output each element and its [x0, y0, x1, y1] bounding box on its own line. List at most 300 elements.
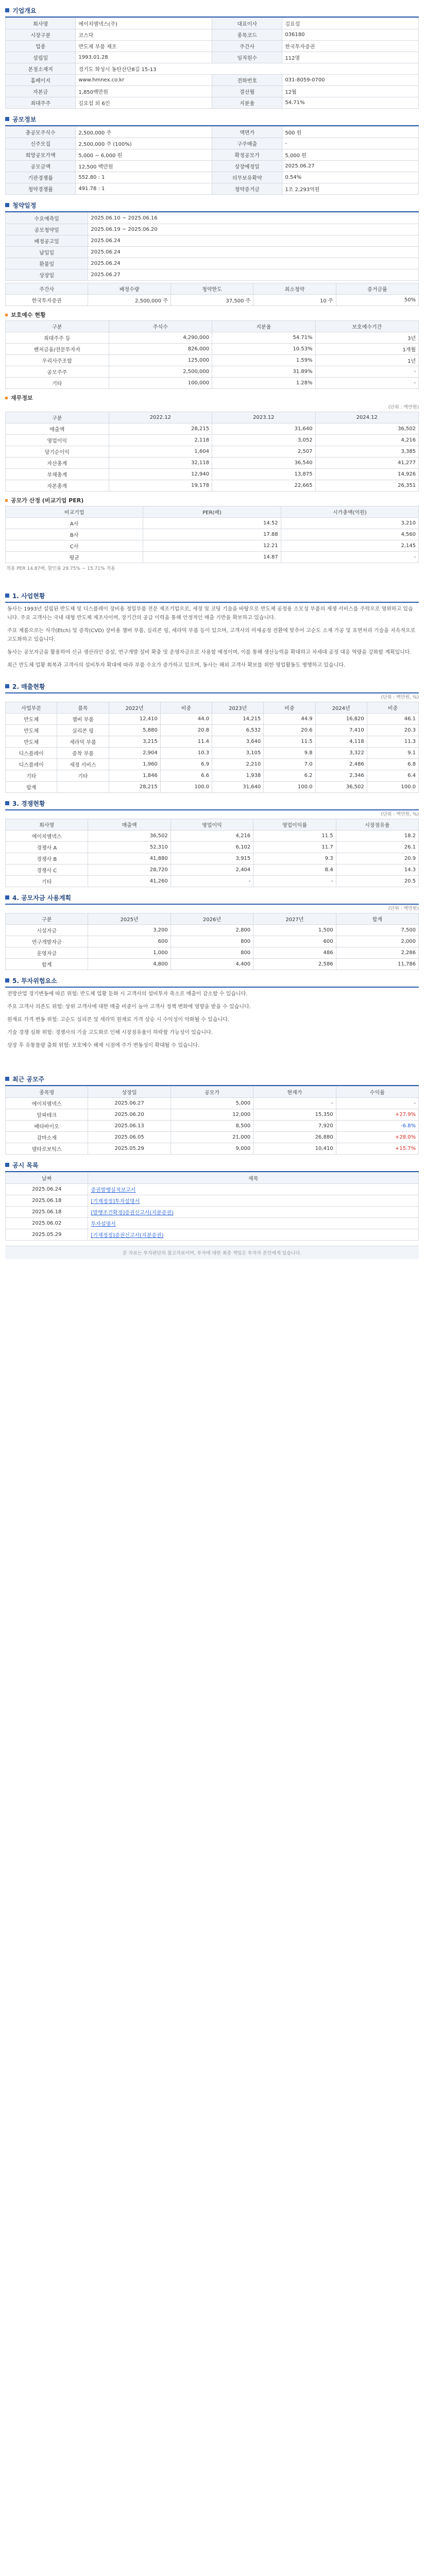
cell-value: 600 [88, 936, 171, 947]
cell-value: 18.2 [336, 831, 418, 842]
cell-value: - [253, 876, 336, 887]
schedule-value: 2025.06.10 ~ 2025.06.16 [88, 213, 419, 224]
row-label: 기타 [6, 770, 57, 782]
cell-value: 3,915 [171, 853, 253, 865]
business-section-title: 1. 사업현황 [5, 589, 419, 603]
cell-value: 9.3 [253, 853, 336, 865]
col-header: 제목 [88, 1173, 419, 1184]
row-label: 기타 [6, 876, 88, 887]
row-label: 2025.06.18 [6, 1207, 88, 1218]
info-label: 전화번호 [212, 75, 282, 86]
col-header: 2026년 [171, 913, 253, 925]
info-label: 구주매출 [212, 138, 282, 149]
table-row [6, 1109, 419, 1121]
info-label: 홈페이지 [6, 75, 76, 86]
cell-value: 3,200 [88, 925, 171, 936]
notice-link[interactable]: 증권발행실적보고서 [88, 1184, 419, 1195]
info-value: 500 원 [282, 127, 419, 138]
risk-item: 상장 후 유통물량 출회 위험: 보호예수 해제 시점에 주가 변동성이 확대될 수 있습니다. [7, 1043, 200, 1048]
section-marker-icon [5, 8, 9, 12]
cell-value: 11.3 [367, 736, 418, 748]
cell-value: 17.88 [143, 529, 281, 540]
info-value: 김요섭 [282, 18, 419, 29]
cell-value: 10.3 [160, 748, 212, 759]
info-value: 0.54% [282, 172, 419, 183]
info-value: 12,500 백만원 [76, 161, 212, 172]
info-value: 112명 [282, 52, 419, 63]
cell-value: 7,410 [315, 725, 367, 736]
schedule-label: 납입일 [6, 247, 88, 258]
cell-value: 4,290,000 [109, 332, 212, 344]
info-value: 54.71% [282, 97, 419, 109]
info-value: 491.78 : 1 [76, 183, 212, 195]
info-label: 종목코드 [212, 29, 282, 41]
info-value: 한국투자증권 [282, 41, 419, 52]
header-row [6, 913, 419, 925]
row-label: 디스플레이 [6, 759, 57, 770]
info-value: 1993.01.28 [76, 52, 212, 63]
info-value: 5,000 ~ 6,000 원 [76, 149, 212, 161]
schedule-section-title: 청약일정 [5, 199, 419, 212]
cell-value: 41,277 [315, 457, 419, 469]
cell-value: +15.7% [336, 1143, 418, 1155]
table-row [6, 1143, 419, 1155]
info-row [6, 161, 419, 172]
cell-value: 2,210 [212, 759, 264, 770]
cell-value: 2025.06.20 [88, 1109, 171, 1121]
cell-value: 실리콘 링 [57, 725, 109, 736]
info-row [6, 86, 419, 97]
cell-value: 11.4 [160, 736, 212, 748]
col-header: 회사명 [6, 819, 88, 831]
competitors-section-title: 3. 경쟁현황 [5, 797, 419, 810]
notice-link[interactable]: [기재정정]증권신고서(지분증권) [88, 1229, 419, 1241]
financial-unit: (단위 : 백만원) [388, 405, 419, 410]
table-row [6, 936, 419, 947]
cell-value: 1.59% [212, 355, 316, 366]
cell-value: 21,000 [171, 1132, 253, 1143]
info-value: 코스닥 [76, 29, 212, 41]
cell-value: 3,385 [315, 446, 419, 457]
cell-value: 22,665 [212, 480, 316, 492]
cell-value: 36,540 [212, 457, 316, 469]
cell-value: 1,500 [253, 925, 336, 936]
schedule-row [6, 247, 419, 258]
table-row [6, 748, 419, 759]
financial-table [5, 412, 419, 492]
info-row [6, 138, 419, 149]
schedule-label: 환불일 [6, 258, 88, 269]
info-value: 036180 [282, 29, 419, 41]
row-label: 2025.06.24 [6, 1184, 88, 1195]
cell-value: 1,960 [109, 759, 160, 770]
schedule-value: 2025.06.24 [88, 235, 419, 247]
cell-value: 2,904 [109, 748, 160, 759]
cell-value: 챔버 부품 [57, 714, 109, 725]
table-row [6, 782, 419, 793]
table-row [6, 876, 419, 887]
cell-value: 1,000 [88, 947, 171, 959]
info-value: - [282, 138, 419, 149]
table-row [6, 366, 419, 378]
row-label: B사 [6, 529, 143, 540]
table-row [6, 540, 419, 552]
schedule-label: 공모청약일 [6, 224, 88, 235]
cell-value: 11.7 [253, 842, 336, 853]
financial-title: 재무정보 [5, 392, 419, 403]
info-label: 총공모주식수 [6, 127, 76, 138]
cell-value: 2,507 [212, 446, 316, 457]
info-row [6, 172, 419, 183]
cell-value: 125,000 [109, 355, 212, 366]
offering-section-title: 공모정보 [5, 113, 419, 126]
cell-value: 19,178 [109, 480, 212, 492]
row-label: 합계 [6, 959, 88, 970]
table-row [6, 529, 419, 540]
table-row [6, 714, 419, 725]
header-row [6, 1087, 419, 1098]
cell-value: 3,322 [315, 748, 367, 759]
header-row [6, 321, 419, 332]
row-label: 반도체 [6, 725, 57, 736]
cell-value: 14.87 [143, 552, 281, 563]
notice-link[interactable]: [기재정정]투자설명서 [88, 1195, 419, 1207]
cell-value: 7,920 [253, 1121, 336, 1132]
info-value: 12월 [282, 86, 419, 97]
row-label: 경쟁사 A [6, 842, 88, 853]
col-header: 상장일 [88, 1087, 171, 1098]
cell-value: 46.1 [367, 714, 418, 725]
cell-value: 2,486 [315, 759, 367, 770]
col-header: PER(배) [143, 506, 281, 518]
col-header: 시가총액(억원) [281, 506, 418, 518]
footer-disclaimer: 본 자료는 투자판단의 참고자료이며, 투자에 대한 최종 책임은 투자자 본인에게 있습니다. [5, 1246, 419, 1259]
col-header: 주식수 [109, 321, 212, 332]
col-header: 2024년 [315, 702, 367, 714]
info-label: 지분율 [212, 97, 282, 109]
sales-table [5, 702, 419, 793]
cell-value: 11.5 [253, 831, 336, 842]
lead-limit: 37,500 주 [171, 295, 253, 306]
cell-value: 4,800 [88, 959, 171, 970]
lead-shares: 2,500,000 주 [88, 295, 171, 306]
cell-value: 14.52 [143, 518, 281, 529]
section-marker-icon [5, 801, 9, 805]
info-row [6, 149, 419, 161]
cell-value: 44.9 [264, 714, 315, 725]
cell-value: 6.9 [160, 759, 212, 770]
cell-value: 기타 [57, 770, 109, 782]
cell-value: 7.0 [264, 759, 315, 770]
table-row [6, 947, 419, 959]
sales-section-title: 2. 매출현황 [5, 680, 419, 693]
col-header: 날짜 [6, 1173, 88, 1184]
cell-value: 26,880 [253, 1132, 336, 1143]
table-row [6, 842, 419, 853]
section-marker-icon [5, 1077, 9, 1081]
schedule-label: 상장일 [6, 269, 88, 281]
business-text [5, 603, 419, 676]
col-header: 청약한도 [171, 283, 253, 295]
cell-value: - [315, 378, 419, 389]
info-value: 552.80 : 1 [76, 172, 212, 183]
cell-value: 26.1 [336, 842, 418, 853]
cell-value: 9,000 [171, 1143, 253, 1155]
table-row [6, 1218, 419, 1229]
cell-value: +28.0% [336, 1132, 418, 1143]
info-label: 액면가 [212, 127, 282, 138]
cell-value: 세라믹 부품 [57, 736, 109, 748]
info-row [6, 127, 419, 138]
cell-value: 2,500,000 [109, 366, 212, 378]
cell-value: 6.6 [160, 770, 212, 782]
schedule-row [6, 213, 419, 224]
schedule-row [6, 235, 419, 247]
info-label: 임직원수 [212, 52, 282, 63]
table-row [6, 446, 419, 457]
cell-value: 1개월 [315, 344, 419, 355]
col-header: 사업부문 [6, 702, 57, 714]
notices-table [5, 1172, 419, 1241]
table-row [6, 770, 419, 782]
row-label: 델타로보틱스 [6, 1143, 88, 1155]
recent-ipos-table [5, 1086, 419, 1155]
table-row [6, 480, 419, 492]
col-header: 매출액 [88, 819, 171, 831]
schedule-value: 2025.06.24 [88, 247, 419, 258]
schedule-value: 2025.06.19 ~ 2025.06.20 [88, 224, 419, 235]
cell-value: 14.3 [336, 865, 418, 876]
info-row [6, 29, 419, 41]
risk-item: 기술 경쟁 심화 위험: 경쟁사의 기술 고도화로 인해 시장점유율이 하락할 가능성이 있습니다. [7, 1030, 213, 1036]
notice-link[interactable]: [발행조건확정]증권신고서(지분증권) [88, 1207, 419, 1218]
cell-value: 6,102 [171, 842, 253, 853]
cell-value: 4,118 [315, 736, 367, 748]
cell-value: 10.53% [212, 344, 316, 355]
competitors-table [5, 819, 419, 887]
table-row [6, 435, 419, 446]
col-header: 2023년 [212, 702, 264, 714]
bullet-icon [5, 499, 8, 502]
cell-value: 5,880 [109, 725, 160, 736]
table-row [6, 736, 419, 748]
cell-value: 6.4 [367, 770, 418, 782]
cell-value: 3,215 [109, 736, 160, 748]
lead-manager-name: 한국투자증권 [6, 295, 88, 306]
cell-value: 100.0 [367, 782, 418, 793]
cell-value: 4,400 [171, 959, 253, 970]
cell-value: 41,880 [88, 853, 171, 865]
info-label: 기관경쟁률 [6, 172, 76, 183]
shareholders-table [5, 320, 419, 389]
cell-value: 2,346 [315, 770, 367, 782]
cell-value: 28,720 [88, 865, 171, 876]
col-header: 주간사 [6, 283, 88, 295]
table-row [6, 1121, 419, 1132]
row-label: 자산총계 [6, 457, 109, 469]
cell-value: 1,846 [109, 770, 160, 782]
risk-item: 주요 고객사 의존도 위험: 상위 고객사에 대한 매출 비중이 높아 고객사 정책 변화에 영향을 받을 수 있습니다. [7, 1004, 251, 1010]
info-label: 청약경쟁률 [6, 183, 76, 195]
info-label: 확정공모가 [212, 149, 282, 161]
info-label: 청약증거금 [212, 183, 282, 195]
risk-item: 전방산업 경기변동에 따른 위험: 반도체 업황 둔화 시 고객사의 설비투자 축소로 매출이 감소할 수 있습니다. [7, 991, 248, 997]
schedule-row [6, 224, 419, 235]
info-label: 최대주주 [6, 97, 76, 109]
col-header: 2024.12 [315, 412, 419, 423]
info-row [6, 75, 419, 86]
row-label: 자본총계 [6, 480, 109, 492]
notices-section-title: 공시 목록 [5, 1159, 419, 1172]
info-row [6, 18, 419, 29]
info-label: 본점소재지 [6, 63, 76, 75]
cell-value: 26,351 [315, 480, 419, 492]
info-label: 신주모집 [6, 138, 76, 149]
row-label: A사 [6, 518, 143, 529]
col-header: 비중 [367, 702, 418, 714]
col-header: 비중 [160, 702, 212, 714]
info-label: 공모금액 [6, 161, 76, 172]
cell-value: 3년 [315, 332, 419, 344]
cell-value: 2,404 [171, 865, 253, 876]
row-label: 부채총계 [6, 469, 109, 480]
basic-section-title: 기업개요 [5, 4, 419, 18]
info-label: 회사명 [6, 18, 76, 29]
row-label: 2025.06.02 [6, 1218, 88, 1229]
cell-value: 7,500 [336, 925, 418, 936]
min-apply: 10 주 [253, 295, 336, 306]
cell-value: 3,105 [212, 748, 264, 759]
row-label: 디스플레이 [6, 748, 57, 759]
info-value: 김요섭 외 6인 [76, 97, 212, 109]
cell-value: 2025.05.29 [88, 1143, 171, 1155]
col-header: 최소청약 [253, 283, 336, 295]
cell-value: 2025.06.13 [88, 1121, 171, 1132]
table-row [6, 925, 419, 936]
section-marker-icon [5, 203, 9, 207]
row-label: C사 [6, 540, 143, 552]
info-value: 031-8059-0700 [282, 75, 419, 86]
schedule-label: 배정공고일 [6, 235, 88, 247]
cell-value: - [253, 1098, 336, 1109]
info-value: 경기도 화성시 동탄산단8길 15-13 [76, 63, 419, 75]
col-header: 구분 [6, 412, 109, 423]
funds-table [5, 913, 419, 970]
row-label: 2025.05.29 [6, 1229, 88, 1241]
table-row [6, 1184, 419, 1195]
header-row [6, 412, 419, 423]
sales-unit: (단위 : 백만원, %) [381, 695, 419, 700]
cell-value: - [171, 876, 253, 887]
cell-value: 31,640 [212, 782, 264, 793]
cell-value: 52,310 [88, 842, 171, 853]
row-label: 공모주주 [6, 366, 109, 378]
valuation-title: 공모가 산정 (비교기업 PER) [5, 495, 419, 506]
row-label: 시설자금 [6, 925, 88, 936]
cell-value: 12,000 [171, 1109, 253, 1121]
info-value: 2,500,000 주 (100%) [76, 138, 212, 149]
cell-value: 13,875 [212, 469, 316, 480]
risk-item: 원재료 가격 변동 위험: 고순도 실리콘 및 세라믹 원재료 가격 상승 시 수익성이 악화될 수 있습니다. [7, 1017, 229, 1023]
info-label: 주간사 [212, 41, 282, 52]
info-label: 의무보유확약 [212, 172, 282, 183]
notice-link[interactable]: 투자설명서 [88, 1218, 419, 1229]
col-header: 구분 [6, 321, 109, 332]
cell-value: 증착 부품 [57, 748, 109, 759]
cell-value: 1.28% [212, 378, 316, 389]
cell-value: 5,000 [171, 1098, 253, 1109]
row-label: 매출액 [6, 423, 109, 435]
col-header: 2022년 [109, 702, 160, 714]
col-header: 수익률 [336, 1087, 418, 1098]
business-paragraph: 동사는 공모자금을 활용하여 신규 생산라인 증설, 연구개발 설비 확충 및 운영자금으로 사용할 예정이며, 이를 통해 생산능력을 확대하고 차세대 공정 대응 역량을 강화할 계획입니다. [7, 650, 412, 655]
info-label: 희망공모가액 [6, 149, 76, 161]
cell-value: 20.9 [336, 853, 418, 865]
cell-value: 54.71% [212, 332, 316, 344]
table-row [6, 759, 419, 770]
row-label: 베타바이오 [6, 1121, 88, 1132]
col-header: 증거금률 [336, 283, 418, 295]
bullet-icon [5, 314, 8, 316]
schedule-row [6, 258, 419, 269]
recent-ipos-section-title: 최근 공모주 [5, 1073, 419, 1086]
row-label: 에이치엠넥스 [6, 1098, 88, 1109]
cell-value: 31,640 [212, 423, 316, 435]
table-row [6, 518, 419, 529]
col-header: 현재가 [253, 1087, 336, 1098]
info-row [6, 63, 419, 75]
col-header: 2025년 [88, 913, 171, 925]
cell-value: 2,118 [109, 435, 212, 446]
cell-value: 12,410 [109, 714, 160, 725]
valuation-table [5, 506, 419, 563]
table-row [6, 1207, 419, 1218]
cell-value: 14,926 [315, 469, 419, 480]
cell-value: 16,820 [315, 714, 367, 725]
info-value: 2,500,000 주 [76, 127, 212, 138]
row-label: 에이치엠넥스 [6, 831, 88, 842]
cell-value: - [281, 552, 418, 563]
cell-value: 10,410 [253, 1143, 336, 1155]
row-label: 당기순이익 [6, 446, 109, 457]
table-row [6, 378, 419, 389]
cell-value: 2,286 [336, 947, 418, 959]
row-label: 최대주주 등 [6, 332, 109, 344]
cell-value: 4,560 [281, 529, 418, 540]
cell-value: 12,940 [109, 469, 212, 480]
section-marker-icon [5, 978, 9, 982]
cell-value: 8.4 [253, 865, 336, 876]
lead-manager-table [5, 283, 419, 306]
cell-value: +27.9% [336, 1109, 418, 1121]
row-label: 운영자금 [6, 947, 88, 959]
cell-value: 28,215 [109, 782, 160, 793]
cell-value: 2,145 [281, 540, 418, 552]
row-label: 경쟁사 B [6, 853, 88, 865]
cell-value: 36,502 [315, 782, 367, 793]
info-row [6, 41, 419, 52]
cell-value: 11,786 [336, 959, 418, 970]
cell-value: 100.0 [160, 782, 212, 793]
business-paragraph: 동사는 1993년 설립된 반도체 및 디스플레이 장비용 정밀부품 전문 제조기업으로, 세정 및 코팅 기술을 바탕으로 반도체 공정용 소모성 부품의 재생 서비스를 주력으로 영위하고 있습니다. 주요 고객사는 국내 대형 반도체 제조사이며, 장기간의 공급 이력을 통해 안정적인 매출 기반을 확보하고 있습니다. [7, 606, 413, 621]
col-header: 시장점유율 [336, 819, 418, 831]
shareholders-title: 보호예수 현황 [5, 309, 419, 320]
row-label: 경쟁사 C [6, 865, 88, 876]
cell-value: 2025.06.05 [88, 1132, 171, 1143]
cell-value: 6,532 [212, 725, 264, 736]
section-marker-icon [5, 895, 9, 900]
table-row [6, 552, 419, 563]
